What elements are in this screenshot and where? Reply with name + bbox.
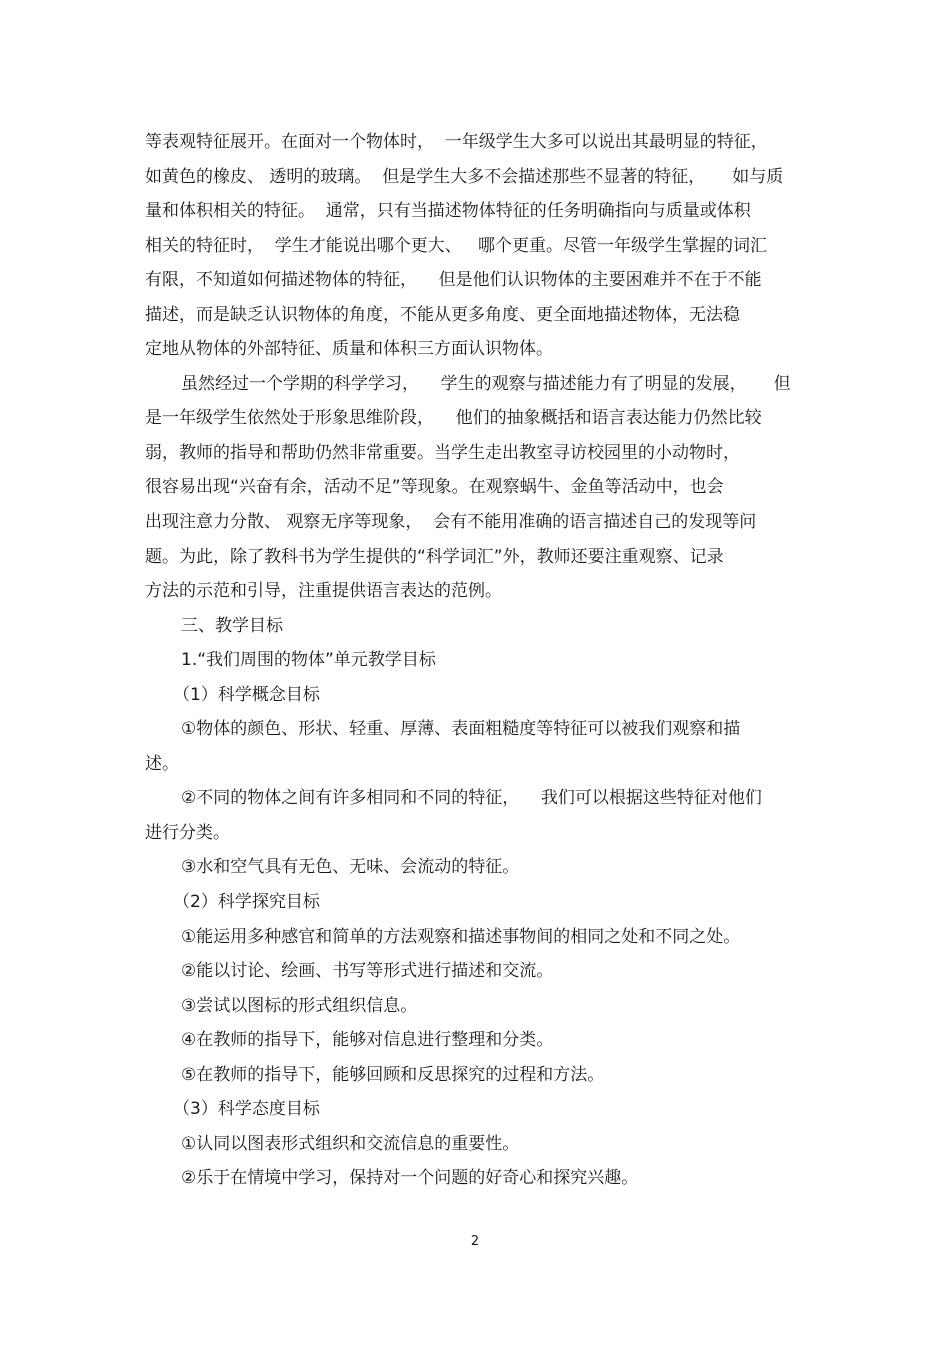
text-line: 有限，不知道如何描述物体的特征， 但是他们认识物体的主要困难并不在于不能 <box>145 270 762 291</box>
text-line: 量和体积相关的特征。 通常，只有当描述物体特征的任务明确指向与质量或体积 <box>145 201 751 222</box>
text-line: 方法的示范和引导，注重提供语言表达的范例。 <box>145 581 502 602</box>
list-item: ③尝试以图标的形式组织信息。 <box>181 995 418 1016</box>
text-line: 弱，教师的指导和帮助仍然非常重要。当学生走出教室寻访校园里的小动物时， <box>145 442 740 463</box>
list-item: ⑤在教师的指导下，能够回顾和反思探究的过程和方法。 <box>181 1064 605 1085</box>
list-item: ③水和空气具有无色、无味、会流动的特征。 <box>181 857 520 878</box>
text-line: 虽然经过一个学期的科学学习， 学生的观察与描述能力有了明显的发展， 但 <box>181 373 791 394</box>
list-item: ②乐于在情境中学习，保持对一个问题的好奇心和探究兴趣。 <box>181 1168 639 1189</box>
text-line: 题。为此，除了教科书为学生提供的“科学词汇”外，教师还要注重观察、记录 <box>145 546 724 567</box>
section-heading: 三、教学目标 <box>181 615 283 636</box>
text-line: 出现注意力分散、 观察无序等现象， 会有不能用准确的语言描述自己的发现等问 <box>145 512 757 533</box>
list-item: ①能运用多种感官和简单的方法观察和描述事物间的相同之处和不同之处。 <box>181 926 741 947</box>
text-line: 描述，而是缺乏认识物体的角度，不能从更多角度、更全面地描述物体，无法稳 <box>145 304 740 325</box>
text-line: 定地从物体的外部特征、质量和体积三方面认识物体。 <box>145 339 553 360</box>
body-text <box>0 125 950 1196</box>
subsection-heading: （1）科学概念目标 <box>173 684 320 705</box>
list-item: ②不同的物体之间有许多相同和不同的特征， 我们可以根据这些特征对他们 <box>181 788 762 809</box>
list-item: ④在教师的指导下，能够对信息进行整理和分类。 <box>181 1030 554 1051</box>
text-line: 相关的特征时， 学生才能说出哪个更大、 哪个更重。尽管一年级学生掌握的词汇 <box>145 235 768 256</box>
text-line: 如黄色的橡皮、 透明的玻璃。 但是学生大多不会描述那些不显著的特征， 如与质 <box>145 166 784 187</box>
list-item: ②能以讨论、绘画、书写等形式进行描述和交流。 <box>181 961 554 982</box>
text-line: 很容易出现“兴奋有余，活动不足”等现象。在观察蜗牛、金鱼等活动中，也会 <box>145 477 724 498</box>
list-item: ①物体的颜色、形状、轻重、厚薄、表面粗糙度等特征可以被我们观察和描 <box>181 719 741 740</box>
page-number: 2 <box>470 1234 480 1249</box>
list-item: ①认同以图表形式组织和交流信息的重要性。 <box>181 1133 520 1154</box>
subsection-heading: 1.“我们周围的物体”单元教学目标 <box>181 650 436 671</box>
subsection-heading: （3）科学态度目标 <box>173 1099 320 1120</box>
text-line: 是一年级学生依然处于形象思维阶段， 他们的抽象概括和语言表达能力仍然比较 <box>145 408 762 429</box>
subsection-heading: （2）科学探究目标 <box>173 892 320 913</box>
text-line: 进行分类。 <box>145 822 230 843</box>
text-line: 述。 <box>145 753 179 774</box>
text-line: 等表观特征展开。在面对一个物体时， 一年级学生大多可以说出其最明显的特征， <box>145 132 768 152</box>
